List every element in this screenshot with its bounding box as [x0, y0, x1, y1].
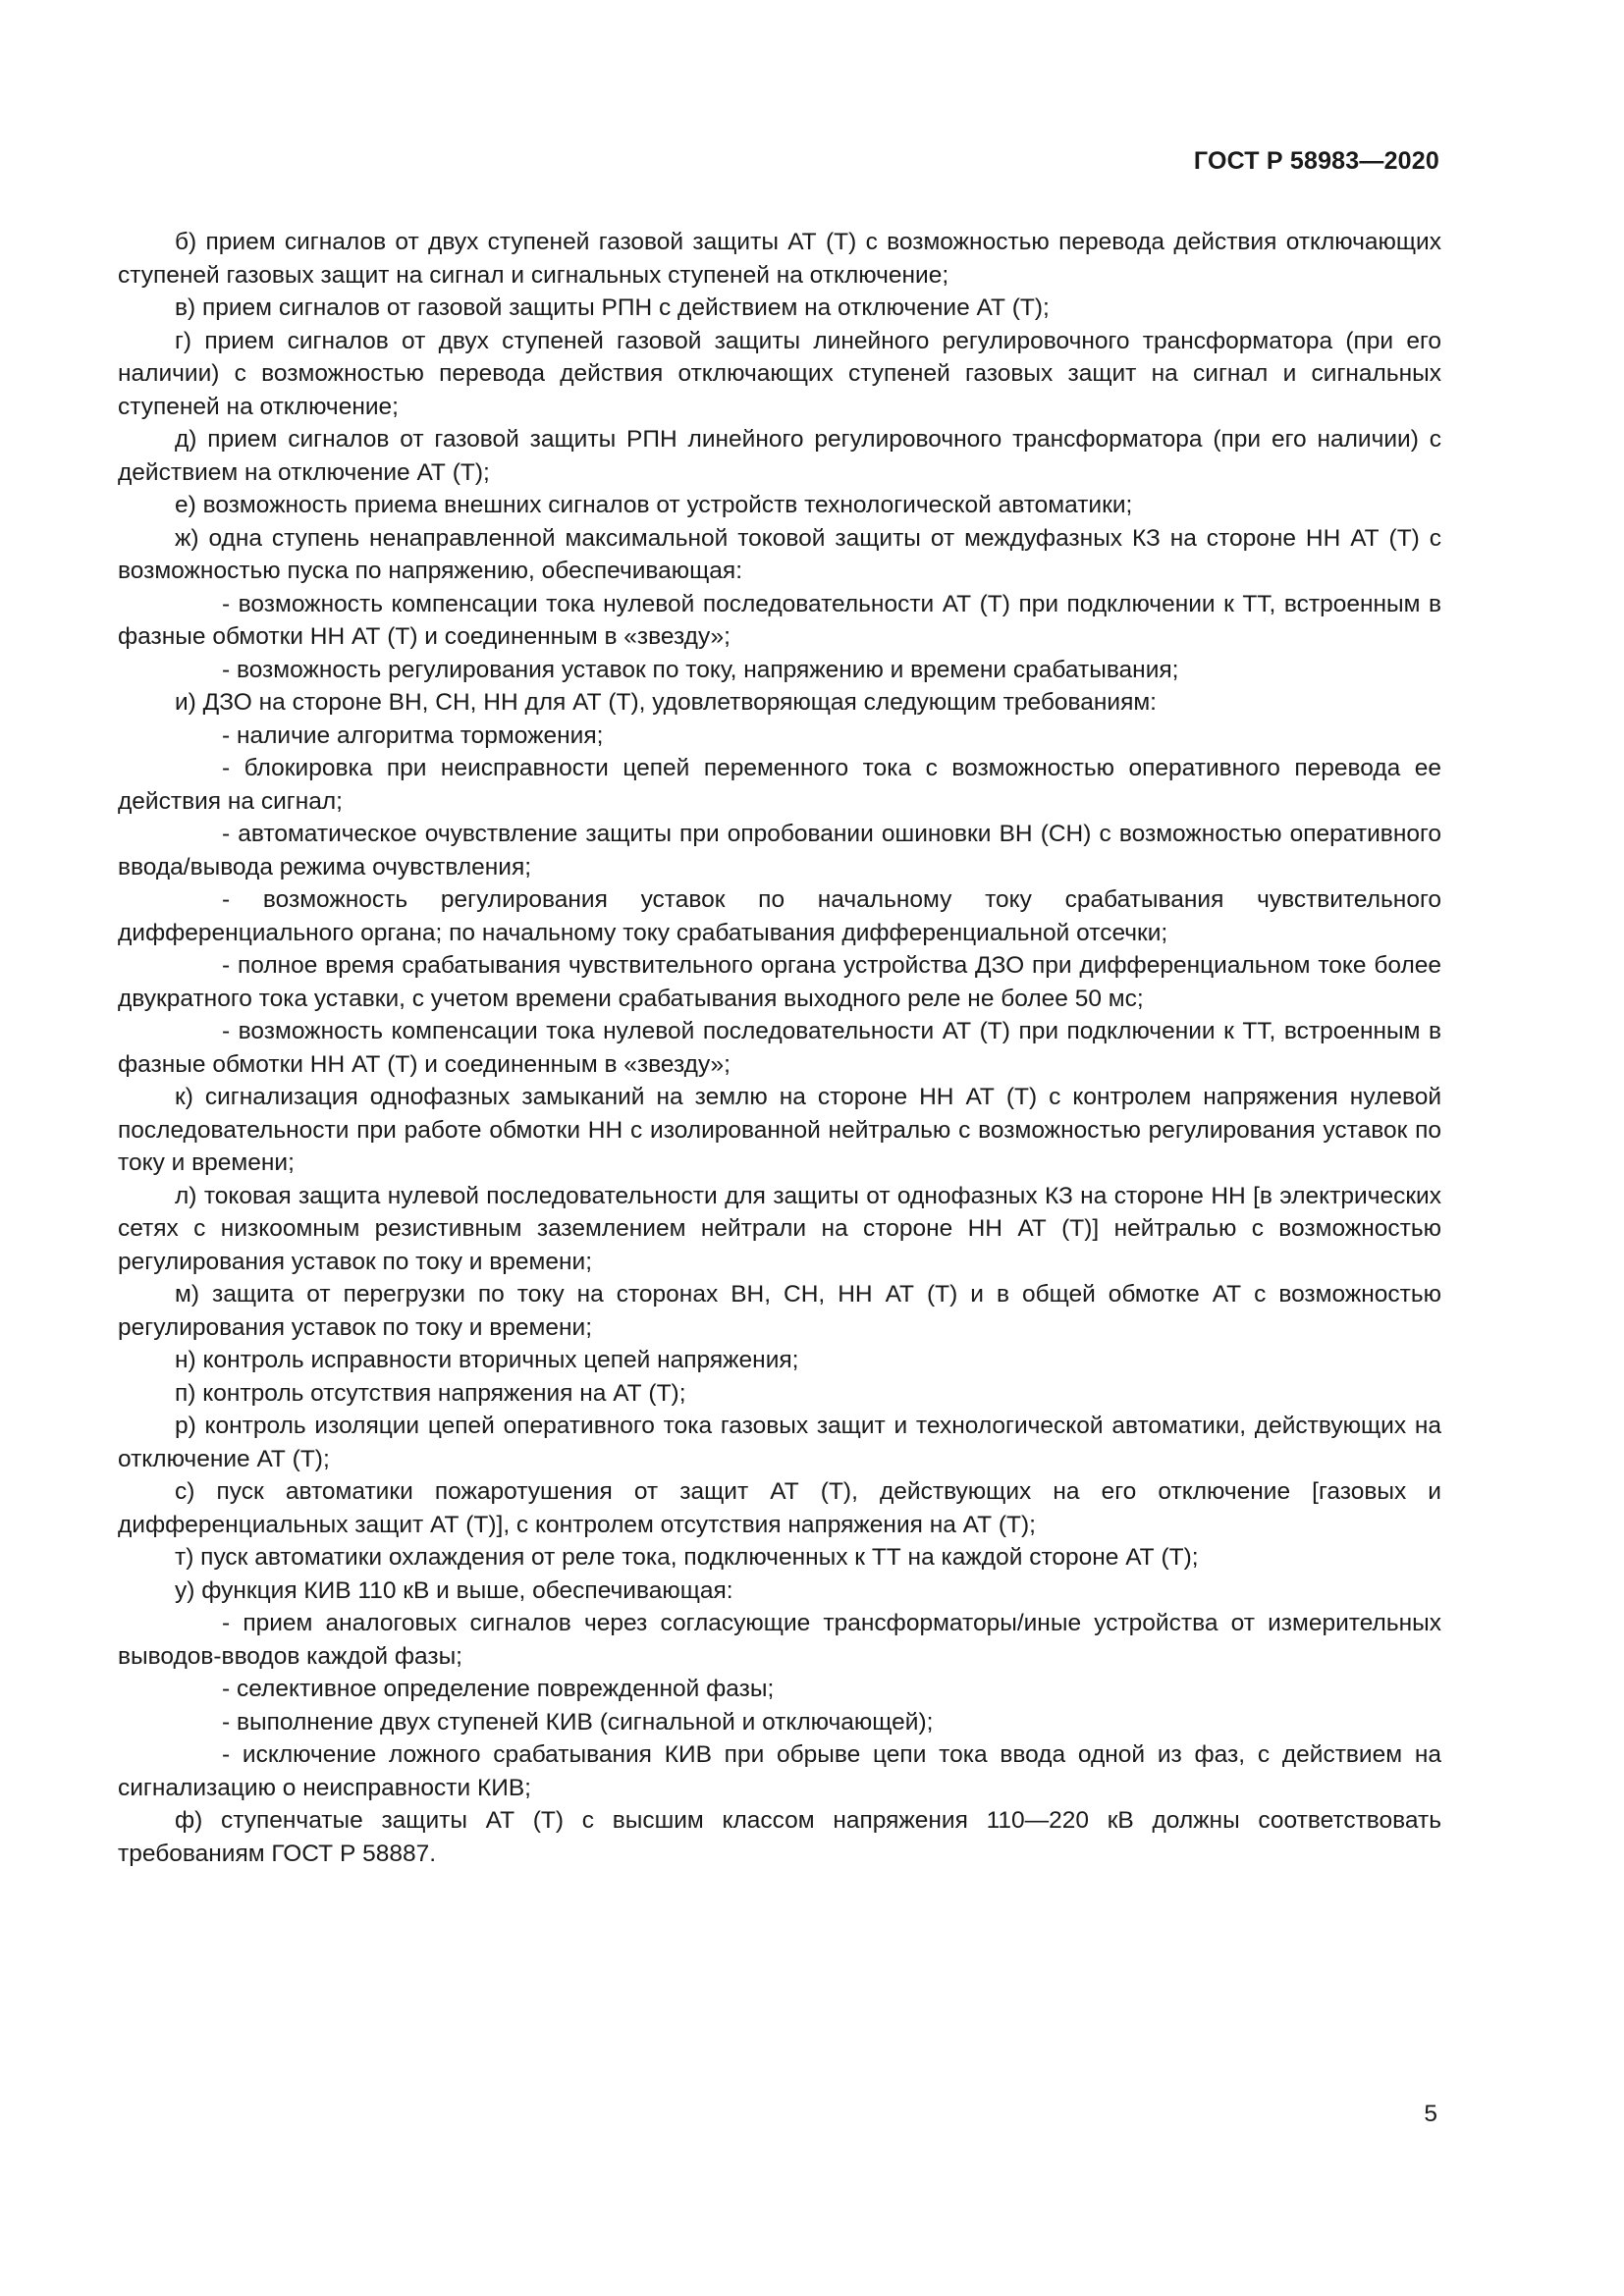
paragraph-p: п) контроль отсутствия напряжения на АТ (Т);: [175, 1379, 686, 1407]
sub-item: - исключение ложного срабатывания КИВ при обрыве цепи тока ввода одной из фаз, с действием на сигнализацию о неисправности КИВ;: [118, 1741, 1441, 1801]
sub-item: - селективное определение поврежденной фазы;: [222, 1676, 775, 1702]
page-number: 5: [1424, 2101, 1437, 2127]
sub-item: - блокировка при неисправности цепей переменного тока с возможностью оперативного перевода ее действия на сигнал;: [118, 755, 1441, 815]
paragraph-zh: ж) одна ступень ненаправленной максимальной токовой защиты от междуфазных КЗ на стороне НН АТ (Т) с возможностью пуска по напряжению, обеспечивающая:: [118, 524, 1441, 584]
paragraph-s: с) пуск автоматики пожаротушения от защит АТ (Т), действующих на его отключение [газовых и дифференциальных защит АТ (Т)], с контролем отсутствия напряжения на АТ (Т);: [118, 1478, 1441, 1538]
paragraph-f: ф) ступенчатые защиты АТ (Т) с высшим классом напряжения 110—220 кВ должны соответствовать требованиям ГОСТ Р 58887.: [118, 1807, 1441, 1867]
paragraph-e: е) возможность приема внешних сигналов от устройств технологической автоматики;: [175, 492, 1133, 518]
paragraph-n: н) контроль исправности вторичных цепей напряжения;: [175, 1347, 799, 1373]
sub-item: - полное время срабатывания чувствительного органа устройства ДЗО при дифференциальном токе более двукратного тока уставки, с учетом времени срабатывания выходного реле не более 50 мс;: [118, 952, 1441, 1012]
paragraph-g: г) прием сигналов от двух ступеней газовой защиты линейного регулировочного трансформатора (при его наличии) с возможностью перевода действия отключающих ступеней газовых защит на сигнал и сигнальных ступеней на отключение;: [118, 327, 1441, 420]
sub-item: - прием аналоговых сигналов через согласующие трансформаторы/иные устройства от измерительных выводов-вводов каждой фазы;: [118, 1610, 1441, 1670]
paragraph-l: л) токовая защита нулевой последовательности для защиты от однофазных КЗ на стороне НН [в электрических сетях с низкоомным резистивным заземлением нейтрали на стороне НН АТ (Т)] нейтралью с возможностью регулирования уставок по току и времени;: [118, 1182, 1441, 1275]
document-body: [118, 226, 1441, 1870]
sub-item: - выполнение двух ступеней КИВ (сигнальной и отключающей);: [222, 1708, 934, 1735]
sub-item: - возможность регулирования уставок по току, напряжению и времени срабатывания;: [222, 656, 1179, 683]
paragraph-m: м) защита от перегрузки по току на сторонах ВН, СН, НН АТ (Т) и в общей обмотке АТ с возможностью регулирования уставок по току и времени;: [118, 1281, 1441, 1341]
paragraph-t: т) пуск автоматики охлаждения от реле тока, подключенных к ТТ на каждой стороне АТ (Т);: [175, 1544, 1199, 1571]
paragraph-u: у) функция КИВ 110 кВ и выше, обеспечивающая:: [175, 1576, 733, 1604]
paragraph-i: и) ДЗО на стороне ВН, СН, НН для АТ (Т), удовлетворяющая следующим требованиям:: [175, 689, 1157, 716]
sub-item: - возможность компенсации тока нулевой последовательности АТ (Т) при подключении к ТТ, встроенным в фазные обмотки НН АТ (Т) и соединенным в «звезду»;: [118, 1018, 1441, 1078]
sub-item: - наличие алгоритма торможения;: [222, 721, 604, 749]
document-header: ГОСТ Р 58983—2020: [1193, 147, 1439, 175]
sub-item: - автоматическое очувствление защиты при опробовании ошиновки ВН (СН) с возможностью оперативного ввода/вывода режима очувствления;: [118, 821, 1441, 881]
sub-item: - возможность компенсации тока нулевой последовательности АТ (Т) при подключении к ТТ, встроенным в фазные обмотки НН АТ (Т) и соединенным в «звезду»;: [118, 590, 1441, 650]
paragraph-b: б) прием сигналов от двух ступеней газовой защиты АТ (Т) с возможностью перевода действия отключающих ступеней газовых защит на сигнал и сигнальных ступеней на отключение;: [118, 229, 1441, 289]
sub-item: - возможность регулирования уставок по начальному току срабатывания чувствительного дифференциального органа; по начальному току срабатывания дифференциальной отсечки;: [118, 886, 1441, 946]
paragraph-v: в) прием сигналов от газовой защиты РПН с действием на отключение АТ (Т);: [175, 294, 1050, 321]
paragraph-r: р) контроль изоляции цепей оперативного тока газовых защит и технологической автоматики, действующих на отключение АТ (Т);: [118, 1413, 1441, 1472]
paragraph-d: д) прием сигналов от газовой защиты РПН линейного регулировочного трансформатора (при его наличии) с действием на отключение АТ (Т);: [118, 426, 1441, 486]
paragraph-k: к) сигнализация однофазных замыканий на землю на стороне НН АТ (Т) с контролем напряжения нулевой последовательности при работе обмотки НН с изолированной нейтралью с возможностью регулирования уставок по току и времени;: [118, 1084, 1441, 1176]
